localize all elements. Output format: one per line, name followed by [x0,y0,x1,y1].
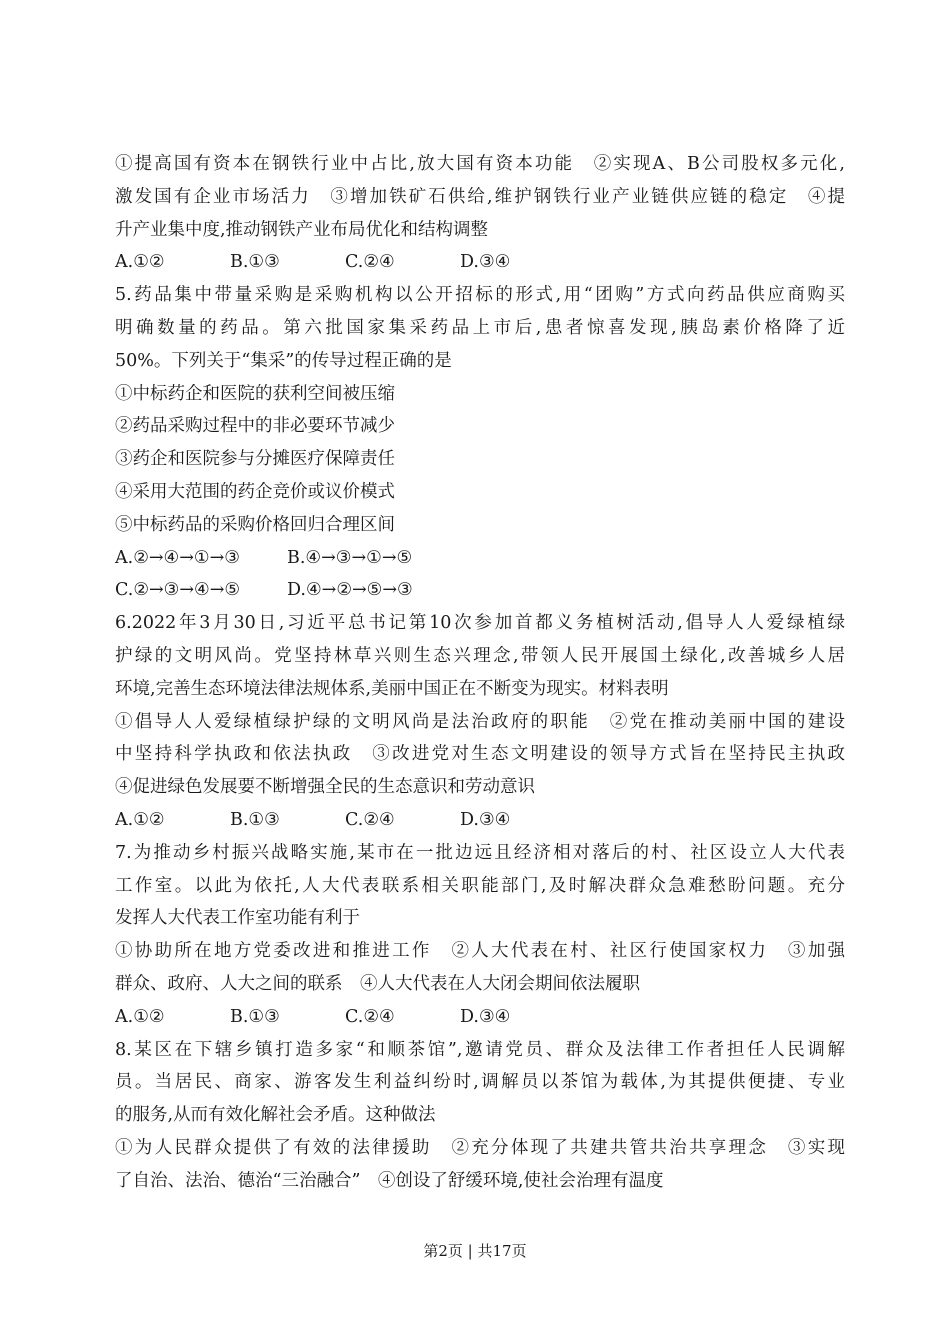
text-line: 50%。下列关于“集采”的传导过程正确的是 [115,350,452,371]
page-number-footer: 第2页 | 共17页 [423,1242,527,1260]
option-c: C.②④ [345,809,395,830]
list-item: ⑤中标药品的采购价格回归合理区间 [115,514,395,535]
question-5-stem [115,279,845,377]
text-line: 发挥人大代表工作室功能有利于 [115,908,360,929]
option-a: A.②→④→①→③ [115,547,240,568]
text-line: 中坚持科学执政和依法执政 ③改进党对生态文明建设的领导方式旨在坚持民主执政 [115,744,845,765]
question-6-options [115,804,845,837]
text-line: 6.2022年3月30日,习近平总书记第10次参加首都义务植树活动,倡导人人爱绿植绿 [115,613,845,634]
question-7-stem [115,837,845,935]
option-b: B.④→③→①→⑤ [287,547,413,568]
text-line: 群众、政府、人大之间的联系 ④人大代表在人大闭会期间依法履职 [115,973,640,994]
option-c: C.②④ [345,1006,395,1027]
option-a: A.①② [115,252,165,273]
question-6-stem [115,607,845,705]
question-5-options-row-2 [115,574,845,607]
list-item: ②药品采购过程中的非必要环节减少 [115,416,395,437]
option-c: C.②④ [345,252,395,273]
question-7-options [115,1001,845,1034]
text-line: 工作室。以此为依托,人大代表联系相关职能部门,及时解决群众急难愁盼问题。充分 [115,875,845,896]
question-4-options [115,246,845,279]
text-line: 升产业集中度,推动钢铁产业布局优化和结构调整 [115,219,489,240]
text-line: 员。当居民、商家、游客发生利益纠纷时,调解员以茶馆为载体,为其提供便捷、专业 [115,1072,845,1093]
option-c: C.②→③→④→⑤ [115,580,241,601]
list-item: ①中标药企和医院的获利空间被压缩 [115,383,395,404]
option-d: D.③④ [460,252,511,273]
text-line: 8.某区在下辖乡镇打造多家“和顺茶馆”,邀请党员、群众及法律工作者担任人民调解 [115,1039,845,1060]
page-content [115,148,845,1198]
option-a: A.①② [115,809,165,830]
text-line: 明确数量的药品。第六批国家集采药品上市后,患者惊喜发现,胰岛素价格降了近 [115,317,845,338]
text-line: 的服务,从而有效化解社会矛盾。这种做法 [115,1105,436,1126]
question-5-options-row-1 [115,542,845,575]
text-line: ①为人民群众提供了有效的法律援助 ②充分体现了共建共管共治共享理念 ③实现 [115,1137,845,1158]
option-d: D.④→②→⑤→③ [287,580,413,601]
text-line: 护绿的文明风尚。党坚持林草兴则生态兴理念,带领人民开展国土绿化,改善城乡人居 [115,645,845,666]
question-7-statements [115,935,845,1001]
text-line: 了自治、法治、德治“三治融合” ④创设了舒缓环境,使社会治理有温度 [115,1170,664,1191]
text-line: ④促进绿色发展要不断增强全民的生态意识和劳动意识 [115,777,535,798]
question-4-statements [115,148,845,246]
option-b: B.①③ [230,809,280,830]
question-8-statements [115,1132,845,1198]
text-line: 激发国有企业市场活力 ③增加铁矿石供给,维护钢铁行业产业链供应链的稳定 ④提 [115,186,845,207]
list-item: ④采用大范围的药企竞价或议价模式 [115,481,395,502]
question-8-stem [115,1034,845,1132]
text-line: 环境,完善生态环境法律法规体系,美丽中国正在不断变为现实。材料表明 [115,678,669,699]
option-b: B.①③ [230,1006,280,1027]
option-d: D.③④ [460,809,511,830]
text-line: ①协助所在地方党委改进和推进工作 ②人大代表在村、社区行使国家权力 ③加强 [115,941,845,962]
option-d: D.③④ [460,1006,511,1027]
question-6-statements [115,706,845,804]
question-5-items [115,378,845,542]
text-line: 5.药品集中带量采购是采购机构以公开招标的形式,用“团购”方式向药品供应商购买 [115,285,845,306]
list-item: ③药企和医院参与分摊医疗保障责任 [115,449,395,470]
text-line: ①提高国有资本在钢铁行业中占比,放大国有资本功能 ②实现A、B公司股权多元化, [115,154,845,174]
option-b: B.①③ [230,252,280,273]
text-line: 7.为推动乡村振兴战略实施,某市在一批边远且经济相对落后的村、社区设立人大代表 [115,842,845,863]
text-line: ①倡导人人爱绿植绿护绿的文明风尚是法治政府的职能 ②党在推动美丽中国的建设 [115,711,845,732]
option-a: A.①② [115,1006,165,1027]
